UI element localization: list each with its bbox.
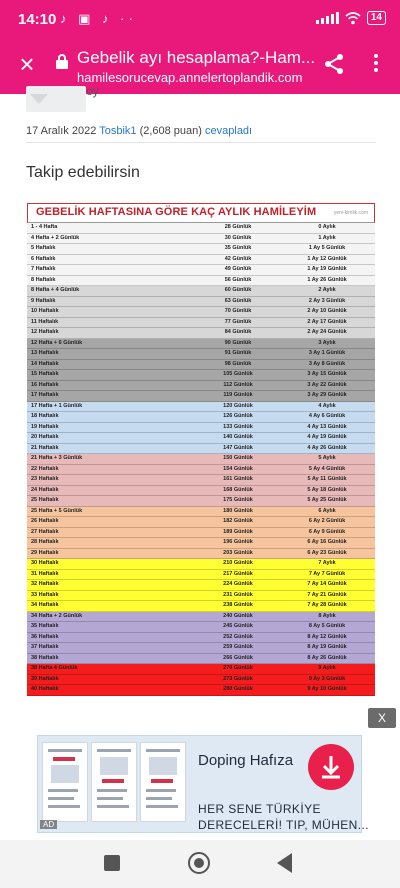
table-cell-months: 8 Ay 19 Günlük [307, 644, 347, 650]
table-cell-months: 8 Aylık [318, 612, 336, 619]
notification-icons: ♪ ▣ ♪ ·· [60, 11, 137, 26]
table-cell-days: 56 Günlük [224, 276, 252, 283]
table-cell-days: 60 Günlük [224, 287, 252, 293]
table-cell-months: 9 Ay 3 Günlük [308, 675, 346, 682]
table-cell-week: 18 Haftalık [31, 413, 59, 419]
table-cell-months: 9 Ay 10 Günlük [307, 686, 347, 692]
table-row [27, 255, 375, 266]
table-row [27, 622, 375, 633]
table-body [27, 223, 375, 696]
table-cell-months: 1 Ay 5 Günlük [308, 245, 346, 251]
table-cell-week: 11 Haftalık [31, 318, 59, 325]
table-cell-months: 5 Ay 18 Günlük [307, 486, 347, 493]
table-cell-months: 4 Ay 26 Günlük [307, 444, 347, 451]
table-row [27, 349, 375, 360]
share-icon[interactable] [322, 52, 346, 76]
table-row [27, 612, 375, 623]
table-cell-week: 28 Haftalık [31, 539, 59, 545]
signal-icon [316, 12, 339, 24]
table-cell-week: 21 Hafta + 3 Günlük [31, 455, 83, 461]
table-cell-days: 90 Günlük [224, 339, 252, 346]
table-row [27, 244, 375, 255]
table-row [27, 307, 375, 318]
table-row [27, 391, 375, 402]
table-cell-week: 36 Haftalık [31, 633, 59, 640]
table-row [27, 549, 375, 560]
table-row [27, 370, 375, 381]
table-row [27, 339, 375, 350]
table-cell-months: 3 Ay 15 Günlük [307, 371, 347, 377]
table-cell-months: 2 Ay 3 Günlük [308, 297, 346, 304]
table-cell-days: 105 Günlük [223, 371, 253, 377]
table-cell-week: 16 Haftalık [31, 381, 59, 388]
table-cell-week: 38 Haftalık [31, 654, 59, 661]
home-icon[interactable] [188, 852, 210, 874]
table-cell-days: 210 Günlük [223, 560, 253, 566]
pregnancy-table-image[interactable] [27, 203, 375, 723]
table-cell-months: 6 Ay 23 Günlük [307, 549, 347, 556]
table-cell-week: 31 Haftalık [31, 570, 59, 577]
table-cell-week: 5 Haftalık [31, 245, 56, 251]
table-cell-months: 1 Ay 26 Günlük [307, 276, 347, 283]
ad-close-button[interactable]: X [368, 708, 396, 728]
table-cell-week: 17 Haftalık [31, 392, 59, 398]
table-cell-months: 4 Ay 19 Günlük [307, 434, 347, 440]
ad-badge: AD [40, 820, 57, 829]
table-cell-week: 12 Haftalık [31, 329, 59, 335]
table-row [27, 664, 375, 675]
table-cell-months: 8 Ay 26 Günlük [307, 654, 347, 661]
table-cell-week: 25 Haftalık [31, 497, 59, 503]
table-cell-months: 7 Ay 21 Günlük [307, 591, 347, 598]
table-cell-days: 150 Günlük [223, 455, 253, 461]
table-cell-week: 10 Haftalık [31, 308, 59, 314]
table-cell-week: 12 Hafta + 6 Günlük [31, 339, 83, 346]
download-icon[interactable] [308, 744, 354, 790]
table-cell-week: 22 Haftalık [31, 465, 59, 472]
table-cell-week: 23 Haftalık [31, 476, 59, 482]
table-cell-days: 147 Günlük [223, 444, 253, 451]
table-cell-week: 4 Hafta + 2 Günlük [31, 234, 80, 241]
table-cell-days: 168 Günlük [223, 486, 253, 493]
table-cell-week: 26 Haftalık [31, 518, 59, 524]
table-row [27, 486, 375, 497]
table-row [27, 276, 375, 287]
table-cell-week: 30 Haftalık [31, 560, 59, 566]
table-cell-week: 17 Hafta + 1 Günlük [31, 402, 83, 409]
table-row [27, 223, 375, 234]
table-cell-week: 9 Haftalık [31, 297, 56, 304]
table-cell-days: 70 Günlük [224, 308, 252, 314]
table-cell-months: 6 Ay 2 Günlük [308, 518, 346, 524]
ad-banner[interactable] [0, 728, 400, 840]
table-row [27, 265, 375, 276]
vote-arrow-icon [30, 94, 48, 104]
lock-icon[interactable] [56, 54, 68, 68]
table-row [27, 654, 375, 665]
page-url[interactable]: hamilesorucevap.annelertoplandik.com [77, 70, 303, 85]
recent-apps-icon[interactable] [104, 855, 120, 871]
table-cell-week: 1 - 4 Hafta [31, 224, 58, 230]
table-cell-months: 8 Ay 12 Günlük [307, 633, 347, 640]
table-cell-week: 6 Haftalık [31, 255, 56, 262]
table-cell-months: 5 Ay 25 Günlük [307, 497, 347, 503]
table-cell-months: 3 Ay 29 Günlük [307, 392, 347, 398]
table-cell-week: 34 Haftalık [31, 602, 59, 608]
table-cell-week: 35 Haftalık [31, 623, 59, 629]
table-cell-months: 4 Ay 6 Günlük [308, 413, 346, 419]
table-row [27, 685, 375, 696]
ad-card[interactable] [37, 735, 369, 833]
table-cell-months: 6 Ay 16 Günlük [307, 539, 347, 545]
divider [26, 142, 376, 143]
table-cell-days: 28 Günlük [224, 224, 252, 230]
table-cell-week: 32 Haftalık [31, 581, 59, 587]
table-cell-days: 30 Günlük [224, 234, 252, 241]
table-cell-week: 34 Hafta + 2 Günlük [31, 612, 83, 619]
page-title[interactable]: Gebelik ayı hesaplama?-Ham... [77, 48, 316, 67]
table-cell-days: 120 Günlük [223, 402, 253, 409]
table-cell-days: 35 Günlük [224, 245, 252, 251]
table-cell-days: 245 Günlük [223, 623, 253, 629]
table-cell-days: 270 Günlük [223, 665, 253, 671]
ad-title[interactable]: Doping Hafıza [198, 752, 294, 769]
table-title: GEBELİK HAFTASINA GÖRE KAÇ AYLIK HAMİLEYİM [36, 206, 317, 218]
battery-icon: 14 [367, 11, 386, 25]
table-row [27, 234, 375, 245]
table-cell-week: 40 Haftalık [31, 686, 59, 692]
author-points: (2,608 puan) [139, 125, 202, 137]
table-cell-months: 2 Ay 24 Günlük [307, 329, 347, 335]
table-cell-week: 15 Haftalık [31, 371, 59, 377]
table-cell-week: 37 Haftalık [31, 644, 59, 650]
table-cell-months: 3 Ay 8 Günlük [308, 360, 346, 367]
table-row [27, 454, 375, 465]
table-row [27, 465, 375, 476]
table-cell-days: 98 Günlük [224, 360, 252, 367]
page-content [0, 84, 400, 730]
ad-subtitle-line1: HER SENE TÜRKİYE [198, 802, 321, 816]
wifi-icon [345, 12, 361, 25]
table-cell-week: 7 Haftalık [31, 266, 56, 272]
table-cell-week: 21 Haftalık [31, 444, 59, 451]
table-row [27, 643, 375, 654]
table-row [27, 601, 375, 612]
table-cell-months: 3 Ay 22 Günlük [307, 381, 347, 388]
table-cell-months: 2 Ay 17 Günlük [307, 318, 347, 325]
table-cell-months: 2 Ay 10 Günlük [307, 308, 347, 314]
table-cell-days: 133 Günlük [223, 423, 253, 430]
table-header [27, 203, 375, 223]
table-row [27, 318, 375, 329]
table-cell-week: 20 Haftalık [31, 434, 59, 440]
table-row [27, 517, 375, 528]
table-row [27, 538, 375, 549]
table-cell-days: 91 Günlük [224, 350, 252, 356]
table-cell-days: 280 Günlük [223, 686, 253, 692]
answer-text: Takip edebilirsin [26, 164, 140, 181]
table-cell-months: 9 Aylık [318, 665, 336, 671]
table-cell-months: 7 Ay 28 Günlük [307, 602, 347, 608]
vote-box[interactable] [26, 84, 99, 112]
table-cell-months: 7 Aylık [318, 560, 336, 566]
ad-thumbnail [140, 742, 186, 822]
table-cell-week: 29 Haftalık [31, 549, 59, 556]
table-cell-days: 196 Günlük [223, 539, 253, 545]
table-cell-months: 7 Ay 14 Günlük [307, 581, 347, 587]
table-cell-months: 7 Ay 7 Günlük [308, 570, 346, 577]
table-cell-days: 49 Günlük [224, 266, 252, 272]
table-cell-days: 84 Günlük [224, 329, 252, 335]
table-row [27, 591, 375, 602]
table-cell-days: 180 Günlük [223, 507, 253, 514]
table-cell-months: 3 Ay 1 Günlük [308, 350, 346, 356]
status-time: 14:10 [18, 11, 57, 28]
table-cell-days: 154 Günlük [223, 465, 253, 472]
table-row [27, 570, 375, 581]
answer-meta [26, 125, 252, 137]
table-cell-months: 4 Aylık [318, 402, 336, 409]
table-cell-week: 27 Haftalık [31, 528, 59, 535]
table-cell-months: 0 Aylık [318, 224, 336, 230]
table-cell-months: 1 Ay 19 Günlük [307, 266, 347, 272]
table-cell-days: 189 Günlük [223, 528, 253, 535]
table-row [27, 328, 375, 339]
table-cell-days: 119 Günlük [223, 392, 253, 398]
table-cell-days: 182 Günlük [223, 518, 253, 524]
table-cell-days: 63 Günlük [224, 297, 252, 304]
table-cell-days: 273 Günlük [223, 675, 253, 682]
table-cell-days: 238 Günlük [223, 602, 253, 608]
table-row [27, 433, 375, 444]
table-row [27, 496, 375, 507]
status-right [316, 11, 386, 25]
table-source: yeni-kimlik.com [333, 210, 368, 216]
table-cell-days: 42 Günlük [224, 255, 252, 262]
table-cell-days: 126 Günlük [223, 413, 253, 419]
table-row [27, 475, 375, 486]
table-cell-months: 5 Aylık [318, 455, 336, 461]
table-row [27, 286, 375, 297]
table-row [27, 444, 375, 455]
table-cell-days: 217 Günlük [223, 570, 253, 577]
vote-label: oy [86, 84, 99, 98]
ad-thumbnail [91, 742, 137, 822]
table-row [27, 507, 375, 518]
table-cell-months: 5 Ay 11 Günlük [307, 476, 347, 482]
table-cell-week: 24 Haftalık [31, 486, 59, 493]
table-cell-months: 1 Aylık [318, 234, 336, 241]
table-cell-week: 25 Hafta + 5 Günlük [31, 507, 83, 514]
table-cell-days: 240 Günlük [223, 612, 253, 619]
close-icon[interactable]: × [19, 49, 35, 79]
table-cell-days: 224 Günlük [223, 581, 253, 587]
table-cell-days: 175 Günlük [223, 497, 253, 503]
table-cell-months: 6 Ay 9 Günlük [308, 528, 346, 535]
table-row [27, 402, 375, 413]
table-cell-week: 38 Hafta 4 Günlük [31, 665, 78, 671]
table-cell-days: 140 Günlük [223, 434, 253, 440]
table-cell-week: 33 Haftalık [31, 591, 59, 598]
table-row [27, 412, 375, 423]
more-menu-icon[interactable] [368, 52, 384, 76]
table-cell-week: 8 Haftalık [31, 276, 56, 283]
table-row [27, 528, 375, 539]
ad-subtitle-line2: DERECELERİ! TIP, MÜHEN... [198, 818, 369, 832]
system-nav-bar [0, 840, 400, 888]
table-cell-days: 266 Günlük [223, 654, 253, 661]
table-cell-days: 231 Günlük [223, 591, 253, 598]
ad-thumbnail [42, 742, 88, 822]
table-row [27, 559, 375, 570]
table-row [27, 381, 375, 392]
answer-date: 17 Aralık 2022 [26, 125, 97, 137]
table-row [27, 423, 375, 434]
table-cell-week: 13 Haftalık [31, 350, 59, 356]
author-link[interactable]: Tosbik1 [99, 125, 137, 137]
table-cell-days: 161 Günlük [223, 476, 253, 482]
table-row [27, 360, 375, 371]
table-cell-days: 203 Günlük [223, 549, 253, 556]
table-row [27, 675, 375, 686]
table-cell-months: 3 Aylık [318, 339, 336, 346]
table-cell-months: 1 Ay 12 Günlük [307, 255, 347, 262]
table-cell-days: 112 Günlük [223, 381, 253, 388]
table-cell-months: 4 Ay 13 Günlük [307, 423, 347, 430]
table-row [27, 633, 375, 644]
table-cell-week: 39 Haftalık [31, 675, 59, 682]
table-cell-week: 14 Haftalık [31, 360, 59, 367]
table-cell-days: 259 Günlük [223, 644, 253, 650]
ad-subtitle[interactable] [198, 801, 369, 833]
back-icon[interactable] [277, 853, 292, 873]
status-bar [0, 0, 400, 42]
table-cell-months: 6 Aylık [318, 507, 336, 514]
table-cell-months: 8 Ay 5 Günlük [308, 623, 346, 629]
answered-link[interactable]: cevapladı [205, 125, 253, 137]
table-row [27, 297, 375, 308]
table-cell-week: 19 Haftalık [31, 423, 59, 430]
table-cell-days: 252 Günlük [223, 633, 253, 640]
table-cell-days: 77 Günlük [224, 318, 252, 325]
table-cell-months: 2 Aylık [318, 287, 336, 293]
table-cell-months: 5 Ay 4 Günlük [308, 465, 346, 472]
table-cell-week: 8 Hafta + 4 Günlük [31, 287, 80, 293]
table-row [27, 580, 375, 591]
